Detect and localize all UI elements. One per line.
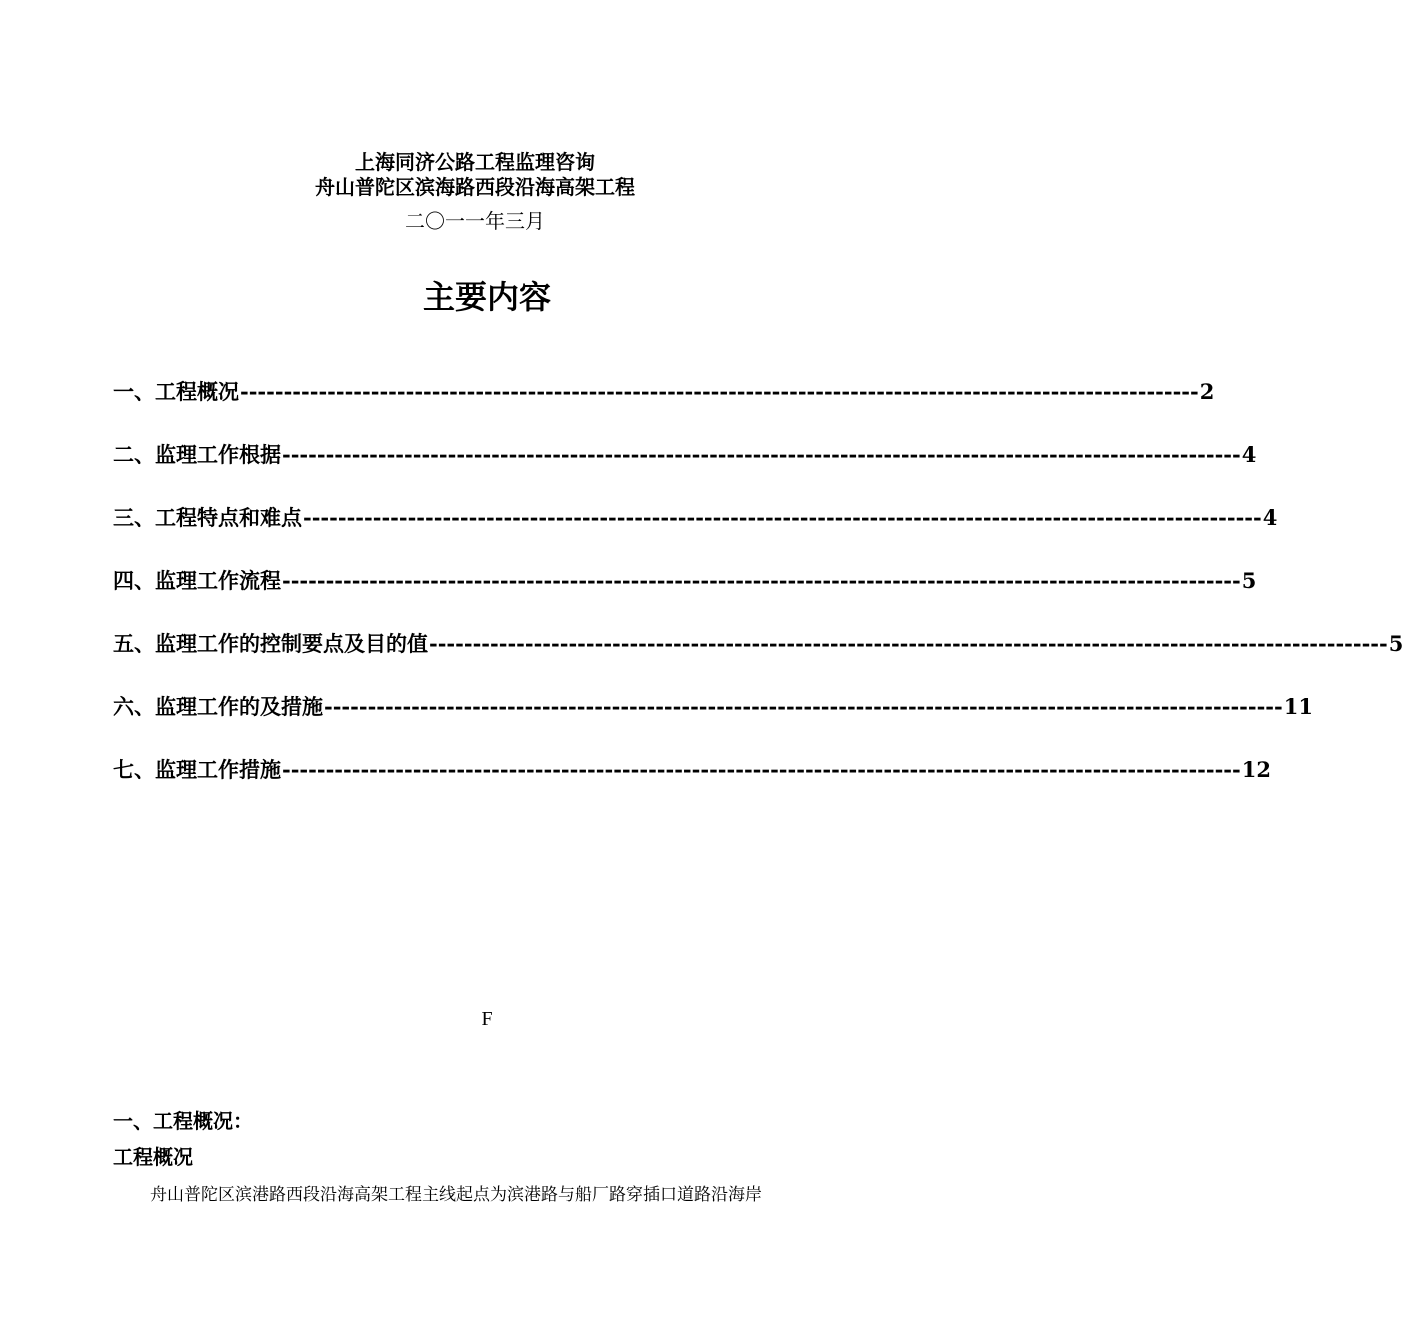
document-date: 二〇一一年三月 [405,209,545,233]
toc-item-page: 12 [1241,756,1271,782]
company-name: 上海同济公路工程监理咨询 [355,150,595,174]
toc-leader: -------------------------------------------------------------------------------------------------------------- [282,756,1241,782]
toc-leader: -------------------------------------------------------------------------------------------------------------- [324,693,1283,719]
toc-item[interactable] [113,376,1215,406]
toc-item-number: 四、 [113,568,155,593]
toc-item-number: 七、 [113,757,155,782]
toc-item-text: 监理工作根据 [155,442,281,467]
toc-item-page: 4 [1262,504,1278,530]
toc-leader: -------------------------------------------------------------------------------------------------------------- [282,441,1241,467]
toc-leader: -------------------------------------------------------------------------------------------------------------- [240,378,1199,404]
page-marker: F [481,1008,493,1030]
toc-item-text: 监理工作的及措施 [155,694,323,719]
toc-title: 主要内容 [422,278,551,316]
toc-item[interactable] [113,754,1271,784]
toc-item-text: 工程概况 [155,379,239,404]
toc-item-text: 监理工作措施 [155,757,281,782]
toc-item-number: 二、 [113,442,155,467]
toc-item[interactable] [113,502,1278,532]
toc-leader: -------------------------------------------------------------------------------------------------------------- [303,504,1262,530]
body-paragraph: 舟山普陀区滨港路西段沿海高架工程主线起点为滨港路与船厂路穿插口道路沿海岸 [150,1185,762,1205]
toc-item[interactable] [113,691,1313,721]
toc-item[interactable] [113,439,1257,469]
toc-leader: -------------------------------------------------------------------------------------------------------------- [429,630,1388,656]
toc-item-number: 一、 [113,379,155,404]
toc-item[interactable] [113,628,1403,658]
toc-item-text: 监理工作的控制要点及目的值 [155,631,428,656]
toc-item-page: 4 [1241,441,1257,467]
section-subheading: 工程概况 [113,1145,193,1169]
toc-item[interactable] [113,565,1257,595]
toc-item-number: 三、 [113,505,155,530]
toc-item-page: 5 [1388,630,1403,656]
toc-item-number: 六、 [113,694,155,719]
toc-item-page: 5 [1241,567,1257,593]
project-title: 舟山普陀区滨海路西段沿海高架工程 [315,175,635,199]
toc-item-page: 11 [1283,693,1313,719]
toc-item-page: 2 [1199,378,1215,404]
toc-item-number: 五、 [113,631,155,656]
toc-item-text: 监理工作流程 [155,568,281,593]
toc-item-text: 工程特点和难点 [155,505,302,530]
toc-leader: -------------------------------------------------------------------------------------------------------------- [282,567,1241,593]
section-heading: 一、工程概况： [113,1109,253,1133]
